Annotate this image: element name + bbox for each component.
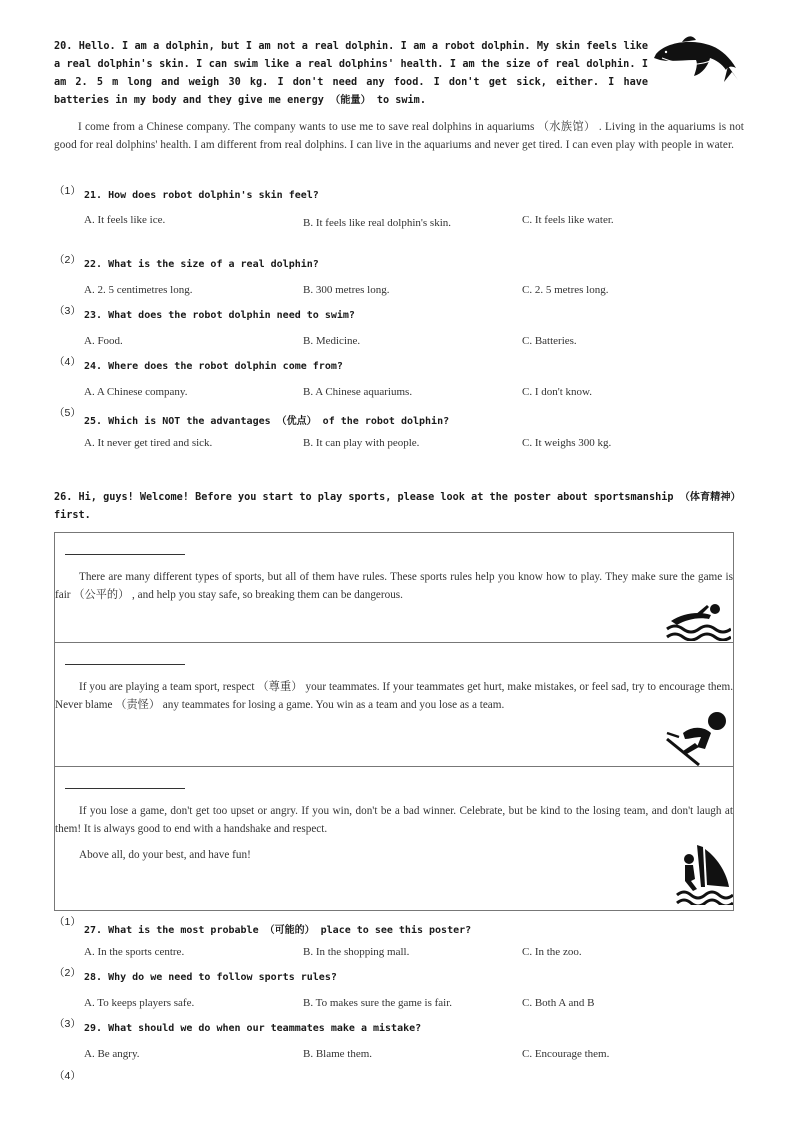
question-text: 27. What is the most probable （可能的） place to see this poster?: [84, 925, 472, 936]
poster-section-rules: [54, 532, 734, 643]
heading-blank[interactable]: [65, 554, 185, 555]
option-c[interactable]: C. Both A and B: [522, 997, 595, 1009]
heading-blank[interactable]: [65, 664, 185, 665]
option-b[interactable]: B. In the shopping mall.: [303, 946, 410, 958]
passage-20-intro: 20. Hello. I am a dolphin, but I am not a real dolphin. I am a robot dolphin. My skin feels like a real dolphin's skin. I can swim like a real dolphins' health. I am the size of real dolphin. I am 2. 5 m long and weigh 30 kg. I don't need any food. I don't get sick, either. I have batteries in my body and they give me energy （能量） to swim.: [54, 41, 648, 106]
question-number: （1）: [54, 185, 81, 197]
poster-text-teammates: If you are playing a team sport, respect （尊重） your teammates. If your teammates get hurt, make mistakes, or feel sad, try to encourage them. Never blame （责怪） any teammates for losing a game. You win as a team and you lose as a team.: [55, 681, 733, 711]
question-text: 23. What does the robot dolphin need to swim?: [84, 310, 355, 321]
option-a[interactable]: A. It feels like ice.: [84, 214, 166, 226]
passage-20-body: I come from a Chinese company. The company wants to use me to save real dolphins in aquariums （水族馆） . Living in the aquariums is not good for real dolphins' health. I am different from real dolphins. I can live in the aquariums and never get tired. I can even play with people in water.: [54, 121, 744, 151]
option-a[interactable]: A. To keeps players safe.: [84, 997, 195, 1009]
heading-blank[interactable]: [65, 788, 185, 789]
option-c[interactable]: C. 2. 5 metres long.: [522, 284, 609, 296]
question-number: （1）: [54, 916, 81, 928]
question-text: 22. What is the size of a real dolphin?: [84, 259, 319, 270]
option-a[interactable]: A. A Chinese company.: [84, 386, 188, 398]
swimmer-icon: [665, 601, 731, 641]
dolphin-icon: [652, 36, 740, 88]
question-number: （3）: [54, 305, 81, 317]
option-c[interactable]: C. I don't know.: [522, 386, 593, 398]
poster-text-have-fun: Above all, do your best, and have fun!: [79, 849, 251, 861]
option-c[interactable]: C. Batteries.: [522, 335, 577, 347]
poster-section-teammates: [54, 642, 734, 767]
option-a[interactable]: A. 2. 5 centimetres long.: [84, 284, 193, 296]
option-b[interactable]: B. To makes sure the game is fair.: [303, 997, 453, 1009]
option-c[interactable]: C. It feels like water.: [522, 214, 614, 226]
question-number: （3）: [54, 1018, 81, 1030]
question-number: （4）: [54, 1070, 81, 1082]
question-text: 25. Which is NOT the advantages （优点） of the robot dolphin?: [84, 416, 450, 427]
option-b[interactable]: B. Blame them.: [303, 1048, 373, 1060]
question-text: 28. Why do we need to follow sports rules?: [84, 972, 337, 983]
poster-text-winning: If you lose a game, don't get too upset or angry. If you win, don't be a bad winner. Celebrate, but be kind to the losing team, and don't laugh at them! It is always good to end with a handshake and respect.: [55, 805, 733, 835]
option-b[interactable]: B. 300 metres long.: [303, 284, 390, 296]
poster-text-rules: There are many different types of sports, but all of them have rules. These sports rules help you know how to play. They make sure the game is fair （公平的） , and help you stay safe, so breaking them can be dangerous.: [55, 571, 733, 601]
question-number: （2）: [54, 254, 81, 266]
option-b[interactable]: B. A Chinese aquariums.: [303, 386, 413, 398]
question-text: 24. Where does the robot dolphin come from?: [84, 361, 343, 372]
option-b[interactable]: B. It can play with people.: [303, 437, 420, 449]
option-b[interactable]: B. It feels like real dolphin's skin.: [303, 217, 452, 229]
question-number: （5）: [54, 407, 81, 419]
passage-26-intro: 26. Hi, guys! Welcome! Before you start to play sports, please look at the poster about sportsmanship （体育精神） first.: [54, 492, 741, 521]
option-a[interactable]: A. In the sports centre.: [84, 946, 185, 958]
windsurfer-icon: [675, 843, 733, 905]
skier-icon: [665, 709, 731, 767]
option-a[interactable]: A. It never get tired and sick.: [84, 437, 213, 449]
option-a[interactable]: A. Be angry.: [84, 1048, 140, 1060]
question-text: 29. What should we do when our teammates make a mistake?: [84, 1023, 422, 1034]
question-number: （2）: [54, 967, 81, 979]
question-text: 21. How does robot dolphin's skin feel?: [84, 190, 319, 201]
option-a[interactable]: A. Food.: [84, 335, 123, 347]
poster-section-winning: [54, 766, 734, 911]
question-number: （4）: [54, 356, 81, 368]
option-c[interactable]: C. In the zoo.: [522, 946, 582, 958]
option-c[interactable]: C. Encourage them.: [522, 1048, 610, 1060]
option-c[interactable]: C. It weighs 300 kg.: [522, 437, 612, 449]
option-b[interactable]: B. Medicine.: [303, 335, 361, 347]
